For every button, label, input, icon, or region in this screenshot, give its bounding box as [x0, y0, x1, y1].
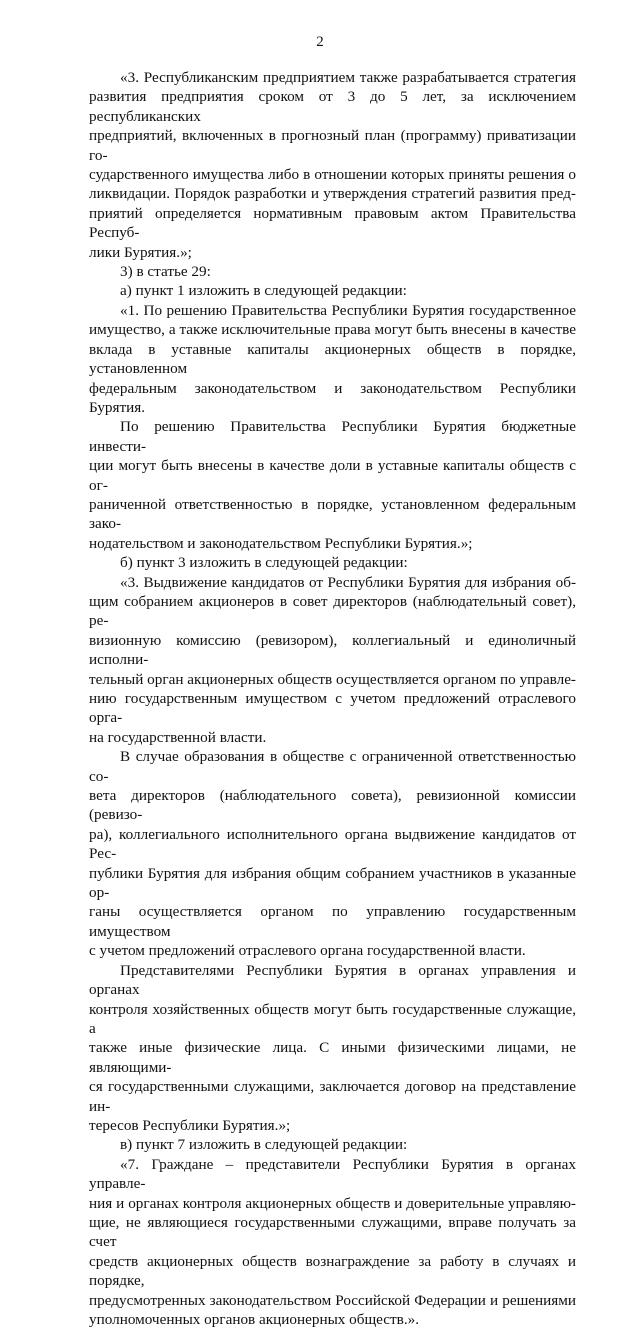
text-line: тересов Республики Бурятия.»;: [89, 1116, 291, 1134]
text-line: с учетом предложений отраслевого органа государственной власти.: [89, 942, 526, 960]
text-line: вета директоров (наблюдательного совета), ревизионной комиссии (ревизо-: [89, 787, 576, 824]
text-line: б) пункт 3 изложить в следующей редакции:: [120, 554, 408, 572]
text-line: сударственного имущества либо в отношении которых приняты решения о: [89, 166, 576, 184]
text-line: ганы осуществляется органом по управлению государственным имуществом: [89, 903, 576, 940]
text-line: публики Бурятия для избрания общим собранием участников в указанные ор-: [89, 864, 576, 902]
document-body: [89, 68, 576, 1329]
text-line: Представителями Республики Бурятия в органах управления и органах: [89, 961, 576, 999]
text-line: В случае образования в обществе с ограниченной ответственностью со-: [89, 748, 576, 785]
text-line: контроля хозяйственных обществ могут быть государственные служащие, а: [89, 1000, 576, 1037]
text-line: а) пункт 1 изложить в следующей редакции:: [120, 282, 407, 300]
text-line: щим собранием акционеров в совет директоров (наблюдательный совет), ре-: [89, 592, 576, 630]
text-line: ликвидации. Порядок разработки и утверждения стратегий развития пред-: [89, 185, 576, 203]
text-line: приятий определяется нормативным правовым актом Правительства Респуб-: [89, 204, 576, 242]
text-line: лики Бурятия.»;: [89, 243, 192, 261]
text-line: уполномоченных органов акционерных обществ.».: [89, 1311, 420, 1328]
text-line: визионную комиссию (ревизором), коллегиальный и единоличный исполни-: [89, 631, 576, 669]
text-line: раниченной ответственностью в порядке, установленном федеральным зако-: [89, 495, 576, 533]
text-line: По решению Правительства Республики Бурятия бюджетные инвести-: [89, 418, 576, 455]
text-line: ся государственными служащими, заключается договор на представление ин-: [89, 1078, 576, 1115]
text-line: федеральным законодательством и законодательством Республики Бурятия.: [89, 379, 576, 416]
text-line: «3. Выдвижение кандидатов от Республики Бурятия для избрания об-: [120, 573, 576, 591]
text-line: 3) в статье 29:: [120, 263, 211, 281]
text-line: нодательством и законодательством Республики Бурятия.»;: [89, 534, 473, 552]
text-line: на государственной власти.: [89, 728, 267, 746]
text-line: вклада в уставные капиталы акционерных обществ в порядке, установленном: [89, 340, 576, 378]
text-line: «3. Республиканским предприятием также разрабатывается стратегия: [120, 69, 576, 86]
text-line: средств акционерных обществ вознаграждение за работу в случаях и порядке,: [89, 1252, 576, 1290]
page-number: 2: [316, 34, 324, 50]
text-line: «7. Граждане – представители Республики Бурятия в органах управле-: [89, 1155, 576, 1193]
text-line: развития предприятия сроком от 3 до 5 лет, за исключением республиканских: [89, 88, 576, 125]
text-line: щие, не являющиеся государственными служащими, вправе получать за счет: [89, 1213, 576, 1251]
text-line: ции могут быть внесены в качестве доли в уставные капиталы обществ с ог-: [89, 457, 576, 494]
text-line: ния и органах контроля акционерных обществ и доверительные управляю-: [89, 1194, 576, 1212]
text-line: «1. По решению Правительства Республики Бурятия государственное: [120, 301, 576, 319]
text-line: в) пункт 7 изложить в следующей редакции:: [120, 1136, 408, 1154]
text-line: предприятий, включенных в прогнозный план (программу) приватизации го-: [89, 127, 576, 164]
text-line: ра), коллегиального исполнительного органа выдвижение кандидатов от Рес-: [89, 825, 576, 863]
text-line: имущество, а также исключительные права могут быть внесены в качестве: [89, 321, 576, 339]
text-line: нию государственным имуществом с учетом предложений отраслевого орга-: [89, 690, 576, 727]
text-line: предусмотренных законодательством Российской Федерации и решениями: [89, 1291, 576, 1309]
text-line: тельный орган акционерных обществ осуществляется органом по управле-: [89, 670, 576, 688]
text-line: также иные физические лица. С иными физическими лицами, не являющими-: [89, 1039, 576, 1076]
